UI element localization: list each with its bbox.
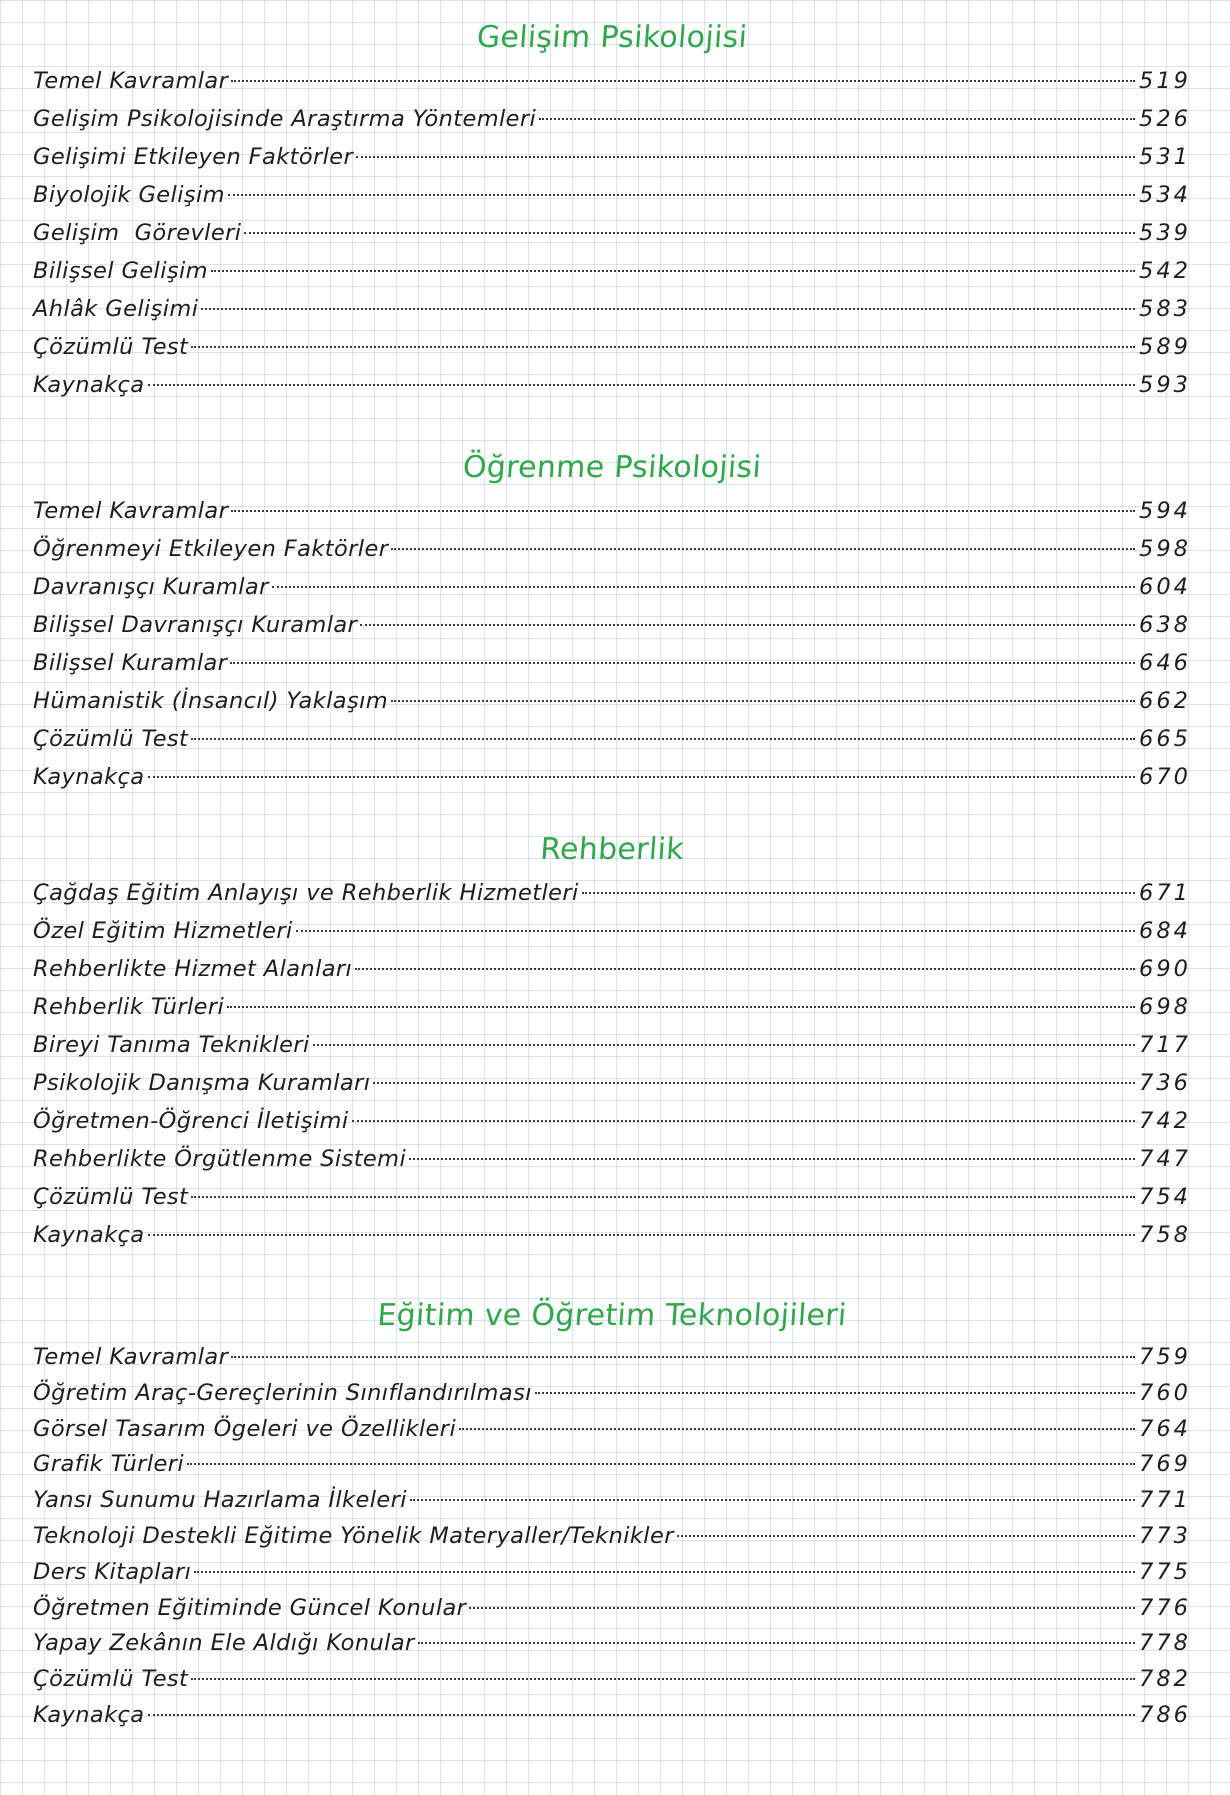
page-number: 771 xyxy=(1139,1487,1191,1514)
entry-title: Yapay Zekânın Ele Aldığı Konular xyxy=(33,1630,415,1657)
toc-entry[interactable] xyxy=(33,644,1191,682)
dot-leader xyxy=(313,1044,1135,1046)
page-number: 583 xyxy=(1139,296,1191,322)
page-number: 786 xyxy=(1139,1701,1191,1728)
page-number: 742 xyxy=(1139,1108,1191,1134)
dot-leader xyxy=(373,1082,1135,1084)
page-number: 698 xyxy=(1139,994,1191,1020)
toc-entry[interactable] xyxy=(33,1555,1191,1591)
dot-leader xyxy=(535,1392,1135,1394)
dot-leader xyxy=(194,1571,1135,1573)
toc-entry[interactable] xyxy=(33,1216,1191,1254)
toc-entry[interactable] xyxy=(33,720,1191,758)
entry-title: Rehberlikte Örgütlenme Sistemi xyxy=(33,1146,407,1172)
dot-leader xyxy=(355,968,1135,970)
toc-entry[interactable] xyxy=(33,1178,1191,1216)
entry-title: Özel Eğitim Hizmetleri xyxy=(33,918,293,944)
page-number: 638 xyxy=(1139,612,1191,638)
toc-entry[interactable] xyxy=(33,1698,1191,1734)
page-number: 758 xyxy=(1139,1222,1191,1248)
section-ogrenme-psikolojisi xyxy=(33,444,1191,796)
dot-leader xyxy=(191,738,1135,740)
entry-title: Görsel Tasarım Ögeleri ve Özellikleri xyxy=(33,1415,457,1442)
page-number: 775 xyxy=(1139,1558,1191,1585)
dot-leader xyxy=(244,232,1135,234)
dot-leader xyxy=(231,1356,1135,1358)
page-number: 589 xyxy=(1139,334,1191,360)
entry-title: Grafik Türleri xyxy=(33,1451,185,1478)
toc-entry[interactable] xyxy=(33,1340,1191,1376)
dot-leader xyxy=(409,1158,1135,1160)
entry-title: Kaynakça xyxy=(33,372,145,398)
toc-entry[interactable] xyxy=(33,62,1191,100)
page-number: 670 xyxy=(1139,764,1191,790)
toc-entry[interactable] xyxy=(33,1412,1191,1448)
page-number: 662 xyxy=(1139,688,1191,714)
table-of-contents xyxy=(33,14,1191,1734)
section-egitim-ogretim-teknolojileri xyxy=(33,1292,1191,1734)
toc-entry[interactable] xyxy=(33,1064,1191,1102)
entry-title: Öğretmen-Öğrenci İletişimi xyxy=(33,1108,349,1134)
entry-title: Öğrenmeyi Etkileyen Faktörler xyxy=(33,536,389,562)
dot-leader xyxy=(459,1428,1135,1430)
page-number: 764 xyxy=(1139,1415,1191,1442)
section-title: Eğitim ve Öğretim Teknolojileri xyxy=(376,1298,848,1333)
page-number: 684 xyxy=(1139,918,1191,944)
page-number: 598 xyxy=(1139,536,1191,562)
dot-leader xyxy=(539,118,1135,120)
toc-entry[interactable] xyxy=(33,1483,1191,1519)
dot-leader xyxy=(418,1642,1135,1644)
toc-entry[interactable] xyxy=(33,252,1191,290)
dot-leader xyxy=(582,892,1135,894)
section-title: Öğrenme Psikolojisi xyxy=(461,450,763,485)
entry-title: Bilişsel Kuramlar xyxy=(33,650,228,676)
dot-leader xyxy=(360,624,1135,626)
page-number: 690 xyxy=(1139,956,1191,982)
entry-title: Gelişim Psikolojisinde Araştırma Yöntemleri xyxy=(33,106,537,132)
page-number: 769 xyxy=(1139,1451,1191,1478)
entry-title: Bilişsel Gelişim xyxy=(33,258,208,284)
entry-title: Ahlâk Gelişimi xyxy=(33,296,199,322)
toc-entry[interactable] xyxy=(33,492,1191,530)
page-number: 542 xyxy=(1139,258,1191,284)
entry-title: Gelişim Görevleri xyxy=(33,220,242,246)
dot-leader xyxy=(231,510,1135,512)
page-number: 760 xyxy=(1139,1379,1191,1406)
entry-title: Öğretim Araç-Gereçlerinin Sınıflandırılması xyxy=(33,1379,532,1406)
entry-title: Ders Kitapları xyxy=(33,1558,192,1585)
entry-title: Temel Kavramlar xyxy=(33,498,229,524)
dot-leader xyxy=(187,1463,1135,1465)
entry-title: Çağdaş Eğitim Anlayışı ve Rehberlik Hizmetleri xyxy=(33,880,579,906)
section-title: Gelişim Psikolojisi xyxy=(475,20,749,55)
dot-leader xyxy=(148,1714,1136,1716)
entry-title: Bilişsel Davranışçı Kuramlar xyxy=(33,612,358,638)
dot-leader xyxy=(231,80,1135,82)
toc-entry[interactable] xyxy=(33,138,1191,176)
dot-leader xyxy=(191,1678,1135,1680)
page-number: 671 xyxy=(1139,880,1191,906)
entry-title: Kaynakça xyxy=(33,1701,145,1728)
toc-entry[interactable] xyxy=(33,1447,1191,1483)
dot-leader xyxy=(211,270,1135,272)
page-number: 534 xyxy=(1139,182,1191,208)
toc-entry[interactable] xyxy=(33,988,1191,1026)
entry-title: Temel Kavramlar xyxy=(33,1344,229,1370)
page-number: 531 xyxy=(1139,144,1191,170)
toc-entry[interactable] xyxy=(33,366,1191,404)
dot-leader xyxy=(391,548,1135,550)
toc-entry[interactable] xyxy=(33,1102,1191,1140)
dot-leader xyxy=(391,700,1135,702)
dot-leader xyxy=(148,384,1136,386)
page-number: 747 xyxy=(1139,1146,1191,1172)
page-number: 539 xyxy=(1139,220,1191,246)
page-number: 604 xyxy=(1139,574,1191,600)
dot-leader xyxy=(148,1234,1136,1236)
toc-entry[interactable] xyxy=(33,1140,1191,1178)
entry-title: Kaynakça xyxy=(33,764,145,790)
dot-leader xyxy=(469,1607,1135,1609)
dot-leader xyxy=(228,194,1135,196)
page-number: 594 xyxy=(1139,498,1191,524)
page-number: 736 xyxy=(1139,1070,1191,1096)
dot-leader xyxy=(296,930,1135,932)
section-gelisim-psikolojisi xyxy=(33,14,1191,404)
page-number: 593 xyxy=(1139,372,1191,398)
entry-title: Yansı Sunumu Hazırlama İlkeleri xyxy=(33,1487,407,1514)
dot-leader xyxy=(227,1006,1135,1008)
entry-title: Temel Kavramlar xyxy=(33,68,229,94)
entry-title: Kaynakça xyxy=(33,1222,145,1248)
toc-entry[interactable] xyxy=(33,1591,1191,1627)
page-number: 773 xyxy=(1139,1522,1191,1549)
dot-leader xyxy=(356,156,1135,158)
entry-title: Çözümlü Test xyxy=(33,1184,189,1210)
toc-entry[interactable] xyxy=(33,328,1191,366)
dot-leader xyxy=(201,308,1135,310)
dot-leader xyxy=(677,1535,1135,1537)
entry-title: Rehberlikte Hizmet Alanları xyxy=(33,956,353,982)
page-number: 526 xyxy=(1139,106,1191,132)
entry-title: Rehberlik Türleri xyxy=(33,994,225,1020)
dot-leader xyxy=(410,1499,1135,1501)
page-number: 759 xyxy=(1139,1344,1191,1370)
toc-entry[interactable] xyxy=(33,176,1191,214)
page-number: 782 xyxy=(1139,1666,1191,1693)
toc-entry[interactable] xyxy=(33,874,1191,912)
entry-title: Bireyi Tanıma Teknikleri xyxy=(33,1032,310,1058)
toc-entry[interactable] xyxy=(33,214,1191,252)
dot-leader xyxy=(191,1196,1135,1198)
toc-entry[interactable] xyxy=(33,950,1191,988)
page-number: 646 xyxy=(1139,650,1191,676)
entry-title: Hümanistik (İnsancıl) Yaklaşım xyxy=(33,688,389,714)
toc-entry[interactable] xyxy=(33,100,1191,138)
entry-title: Öğretmen Eğitiminde Güncel Konular xyxy=(33,1594,467,1621)
dot-leader xyxy=(230,662,1135,664)
toc-entry[interactable] xyxy=(33,1519,1191,1555)
toc-entry[interactable] xyxy=(33,530,1191,568)
page-number: 778 xyxy=(1139,1630,1191,1657)
toc-entry[interactable] xyxy=(33,1376,1191,1412)
toc-entry[interactable] xyxy=(33,912,1191,950)
entry-title: Biyolojik Gelişim xyxy=(33,182,225,208)
toc-entry[interactable] xyxy=(33,290,1191,328)
dot-leader xyxy=(191,346,1135,348)
entry-title: Çözümlü Test xyxy=(33,726,189,752)
toc-entry[interactable] xyxy=(33,1626,1191,1662)
toc-entry[interactable] xyxy=(33,682,1191,720)
section-rehberlik xyxy=(33,826,1191,1254)
section-title: Rehberlik xyxy=(539,832,686,867)
page-number: 717 xyxy=(1139,1032,1191,1058)
entry-title: Teknoloji Destekli Eğitime Yönelik Materyaller/Teknikler xyxy=(33,1522,674,1549)
page-number: 519 xyxy=(1139,68,1191,94)
entry-title: Gelişimi Etkileyen Faktörler xyxy=(33,144,354,170)
entry-title: Çözümlü Test xyxy=(33,334,189,360)
toc-entry[interactable] xyxy=(33,758,1191,796)
toc-entry[interactable] xyxy=(33,1662,1191,1698)
page-number: 776 xyxy=(1139,1594,1191,1621)
entry-title: Çözümlü Test xyxy=(33,1666,189,1693)
dot-leader xyxy=(148,776,1136,778)
entry-title: Davranışçı Kuramlar xyxy=(33,574,269,600)
toc-entry[interactable] xyxy=(33,568,1191,606)
entry-title: Psikolojik Danışma Kuramları xyxy=(33,1070,371,1096)
dot-leader xyxy=(272,586,1135,588)
page-number: 754 xyxy=(1139,1184,1191,1210)
toc-entry[interactable] xyxy=(33,1026,1191,1064)
page-number: 665 xyxy=(1139,726,1191,752)
toc-entry[interactable] xyxy=(33,606,1191,644)
dot-leader xyxy=(352,1120,1136,1122)
